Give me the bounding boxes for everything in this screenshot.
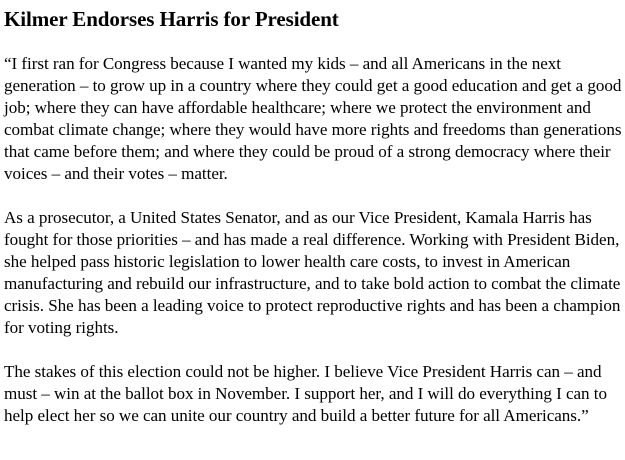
article-paragraph-1: “I first ran for Congress because I wanted my kids – and all Americans in the next generation – to grow up in a country where they could get a good education and get a good job; where they can have affordable healthcare; where we protect the environment and combat climate change; where they would have more rights and freedoms than generations that came before them; and where they could be proud of a strong democracy where their voices – and their votes – matter. [4, 54, 622, 183]
article-paragraph-3: The stakes of this election could not be higher. I believe Vice President Harris can – and must – win at the ballot box in November. I support her, and I will do everything I can to help elect her so we can unite our country and build a better future for all Americans.” [4, 362, 607, 425]
article-headline: Kilmer Endorses Harris for President [4, 7, 339, 31]
article [4, 0, 622, 427]
article-paragraph-2: As a prosecutor, a United States Senator, and as our Vice President, Kamala Harris has fought for those priorities – and has made a real difference. Working with President Biden, she helped pass historic legislation to lower health care costs, to invest in American manufacturing and rebuild our infrastructure, and to take bold action to combat the climate crisis. She has been a leading voice to protect reproductive rights and has been a champion for voting rights. [4, 208, 621, 337]
